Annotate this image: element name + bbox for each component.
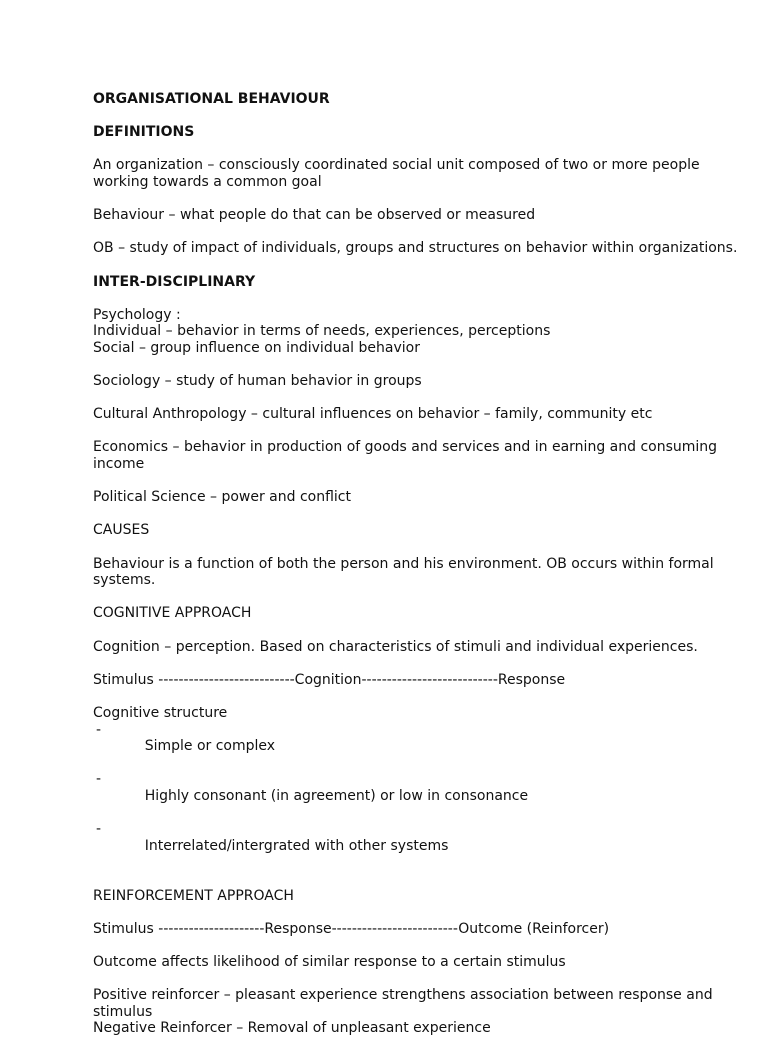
political-science-text: Political Science – power and conflict [93,489,351,506]
list-item-text: Highly consonant (in agreement) or low in consonance [144,787,529,804]
anthropology-text: Cultural Anthropology – cultural influences on behavior – family, community etc [93,406,653,423]
causes-text: Behaviour is a function of both the person and his environment. OB occurs within formal systems. [93,555,714,589]
definitions-heading: DEFINITIONS [93,124,195,141]
interdisciplinary-heading: INTER-DISCIPLINARY [93,273,256,290]
causes-heading: CAUSES [93,522,150,539]
positive-reinforcer-text: Positive reinforcer – pleasant experience strengthens association between response and stimulus [93,987,713,1020]
list-item [93,722,753,772]
list-item [93,821,753,871]
cognitive-approach-heading: COGNITIVE APPROACH [93,605,252,622]
cognitive-structure-label: Cognitive structure [93,704,228,721]
cognition-text: Cognition – perception. Based on characteristics of stimuli and individual experiences. [93,638,698,655]
bullet-dash: - [96,771,102,788]
list-item-text: Interrelated/intergrated with other systems [144,837,449,854]
reinforcement-approach-heading: REINFORCEMENT APPROACH [93,887,294,904]
bullet-dash: - [96,721,102,738]
document-title: ORGANISATIONAL BEHAVIOUR [93,91,330,107]
list-item-text: Simple or complex [144,738,276,755]
psychology-block [93,307,753,357]
document-page [93,91,753,1053]
economics-text: Economics – behavior in production of goods and services and in earning and consuming income [93,439,718,473]
cognitive-flow: Stimulus ---------------------------Cognition---------------------------Response [93,671,566,688]
outcome-text: Outcome affects likelihood of similar response to a certain stimulus [93,953,566,970]
psychology-label: Psychology : [93,306,181,323]
definition-behaviour: Behaviour – what people do that can be observed or measured [93,207,536,224]
cognitive-structure-list [93,722,753,871]
list-item [93,771,753,821]
reinforcement-flow: Stimulus ---------------------Response-------------------------Outcome (Reinforcer) [93,920,610,937]
negative-reinforcer-text: Negative Reinforcer – Removal of unpleasant experience [93,1020,491,1037]
bullet-dash: - [96,821,102,838]
definition-organization: An organization – consciously coordinated social unit composed of two or more people working towards a common goal [93,157,700,190]
psychology-individual: Individual – behavior in terms of needs, experiences, perceptions [93,323,551,340]
sociology-text: Sociology – study of human behavior in groups [93,373,422,390]
psychology-social: Social – group influence on individual behavior [93,339,420,356]
definition-ob: OB – study of impact of individuals, groups and structures on behavior within organizations. [93,240,738,257]
